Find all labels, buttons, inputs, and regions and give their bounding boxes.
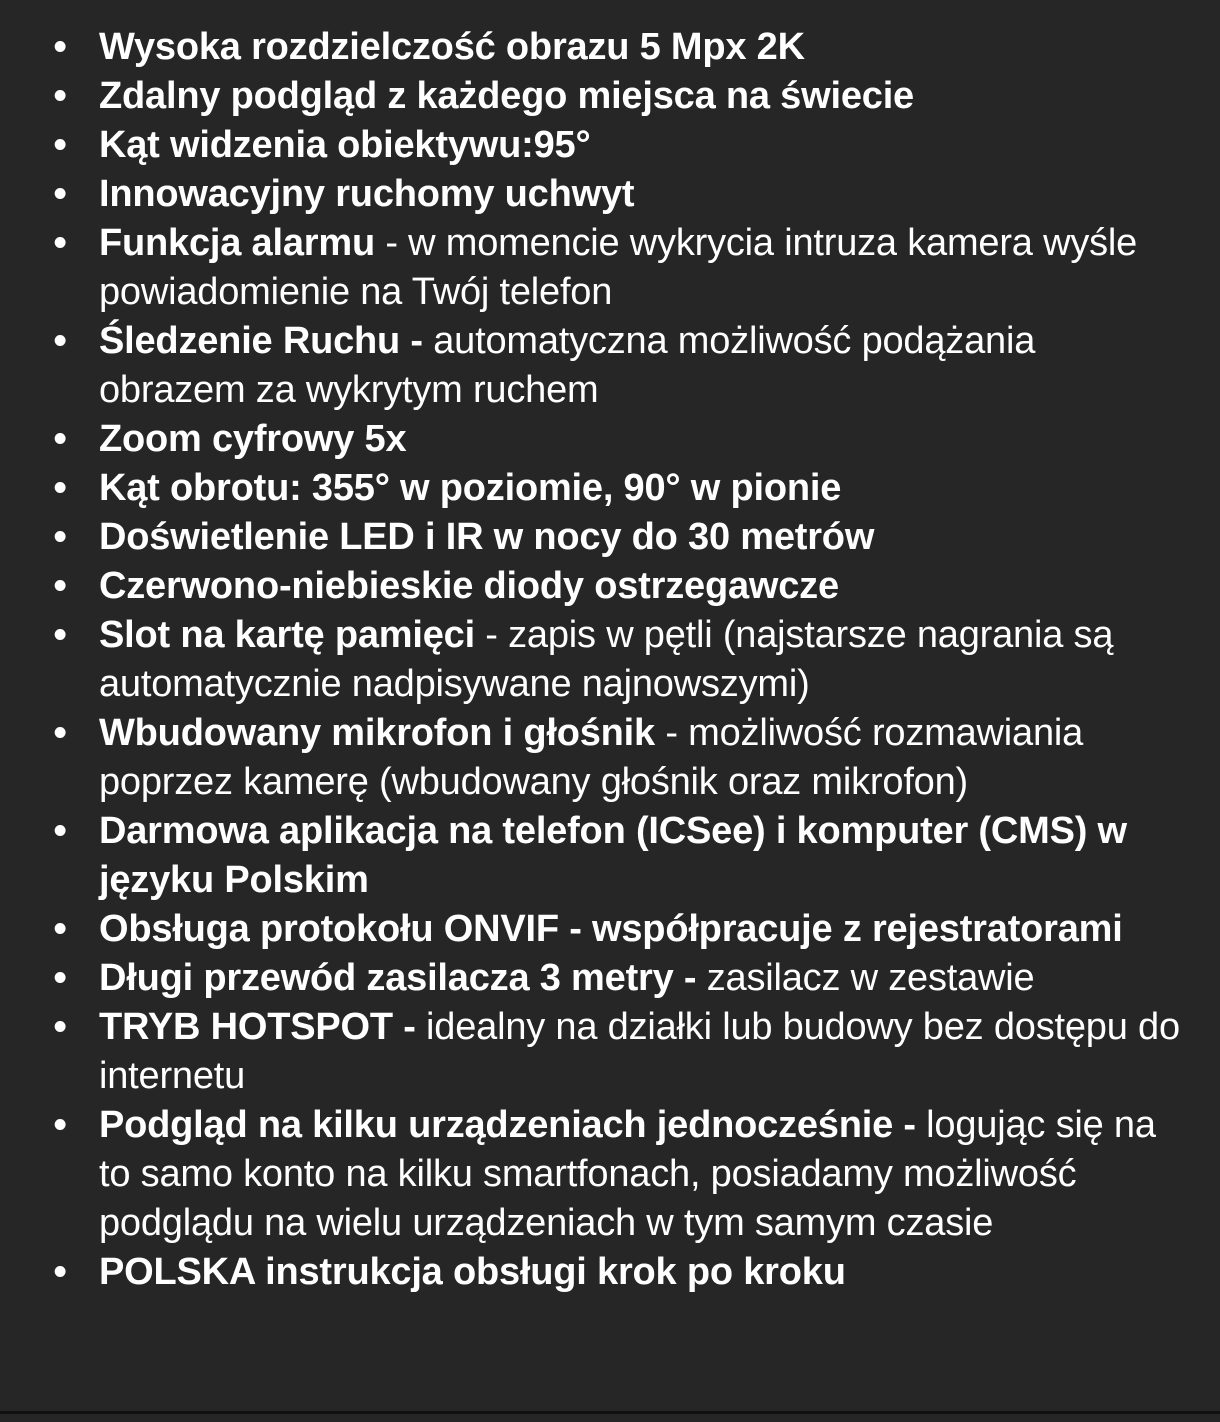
bullet-icon: • — [53, 810, 67, 852]
list-item — [0, 415, 1220, 464]
bullet-icon: • — [53, 124, 67, 166]
list-item — [0, 317, 1220, 415]
list-item — [0, 807, 1220, 905]
feature-description: zasilacz w zestawie — [696, 957, 1035, 999]
feature-title: Funkcja alarmu — [99, 222, 375, 264]
feature-title: Czerwono-niebieskie diody ostrzegawcze — [99, 565, 839, 607]
list-item — [0, 72, 1220, 121]
feature-description: - w momencie wykrycia intruza kamera wyśle powiadomienie na Twój telefon — [99, 222, 1138, 313]
list-item — [0, 219, 1220, 317]
list-item — [0, 23, 1220, 72]
feature-description: - zapis w pętli (najstarsze nagrania są automatycznie nadpisywane najnowszymi) — [99, 614, 1114, 705]
bullet-icon: • — [53, 1006, 67, 1048]
feature-description: automatyczna możliwość podążania obrazem za wykrytym ruchem — [99, 320, 1036, 411]
feature-title: POLSKA instrukcja obsługi krok po kroku — [99, 1251, 846, 1293]
feature-description: - możliwość rozmawiania poprzez kamerę (wbudowany głośnik oraz mikrofon) — [99, 712, 1084, 803]
bottom-divider — [0, 1411, 1220, 1414]
list-item — [0, 513, 1220, 562]
feature-title: Śledzenie Ruchu - — [99, 320, 423, 362]
bullet-icon: • — [53, 222, 67, 264]
feature-title: Kąt obrotu: 355° w poziomie, 90° w pionie — [99, 467, 842, 509]
bullet-icon: • — [53, 712, 67, 754]
list-item — [0, 905, 1220, 954]
feature-title: Długi przewód zasilacza 3 metry - — [99, 957, 697, 999]
bullet-icon: • — [53, 516, 67, 558]
list-item — [0, 709, 1220, 807]
feature-description: idealny na działki lub budowy bez dostępu do internetu — [99, 1006, 1180, 1097]
feature-title: Darmowa aplikacja na telefon (ICSee) i komputer (CMS) w języku Polskim — [99, 810, 1127, 901]
bullet-icon: • — [53, 1251, 67, 1293]
list-item — [0, 1003, 1220, 1101]
bullet-icon: • — [53, 75, 67, 117]
bullet-icon: • — [53, 565, 67, 607]
bullet-icon: • — [53, 1104, 67, 1146]
bullet-icon: • — [53, 908, 67, 950]
bullet-icon: • — [53, 614, 67, 656]
list-item — [0, 611, 1220, 709]
bullet-icon: • — [53, 957, 67, 999]
list-item — [0, 1101, 1220, 1248]
feature-title: Podgląd na kilku urządzeniach jednocześnie - — [99, 1104, 916, 1146]
feature-title: Obsługa protokołu ONVIF - współpracuje z rejestratorami — [99, 908, 1123, 950]
list-item — [0, 464, 1220, 513]
feature-title: Kąt widzenia obiektywu:95° — [99, 124, 591, 166]
list-item — [0, 954, 1220, 1003]
feature-title: Innowacyjny ruchomy uchwyt — [99, 173, 635, 215]
bullet-icon: • — [53, 173, 67, 215]
feature-title: Doświetlenie LED i IR w nocy do 30 metrów — [99, 516, 875, 558]
feature-title: Zoom cyfrowy 5x — [99, 418, 407, 460]
feature-title: Slot na kartę pamięci — [99, 614, 475, 656]
bullet-icon: • — [53, 320, 67, 362]
feature-title: Wysoka rozdzielczość obrazu 5 Mpx 2K — [99, 26, 805, 68]
bullet-icon: • — [53, 26, 67, 68]
feature-title: TRYB HOTSPOT - — [99, 1006, 416, 1048]
feature-list — [0, 23, 1220, 1297]
list-item — [0, 170, 1220, 219]
bullet-icon: • — [53, 467, 67, 509]
list-item — [0, 1248, 1220, 1297]
feature-title: Zdalny podgląd z każdego miejsca na świecie — [99, 75, 914, 117]
feature-description: logując się na to samo konto na kilku smartfonach, posiadamy możliwość podglądu na wielu urządzeniach w tym samym czasie — [99, 1104, 1156, 1244]
bullet-icon: • — [53, 418, 67, 460]
list-item — [0, 121, 1220, 170]
feature-title: Wbudowany mikrofon i głośnik — [99, 712, 655, 754]
list-item — [0, 562, 1220, 611]
